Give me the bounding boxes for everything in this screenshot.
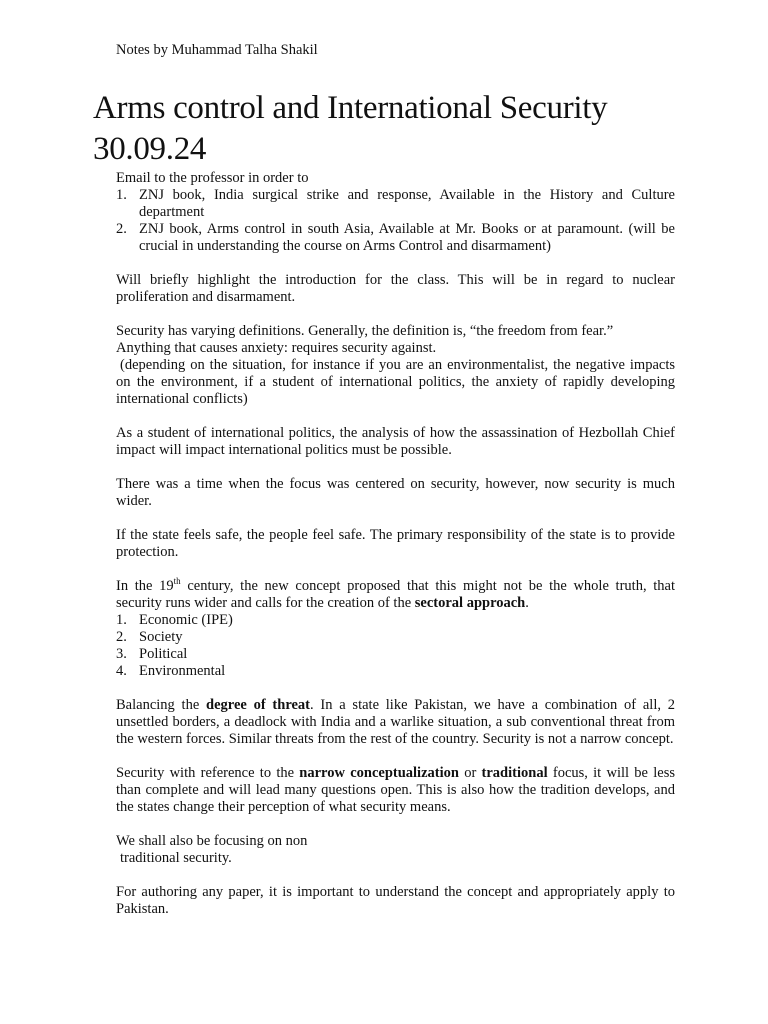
threat-text-pre: Balancing the xyxy=(116,697,207,713)
non-traditional-line1: We shall also be focusing on non xyxy=(116,833,308,849)
security-context-text: (depending on the situation, for instance if you are an environmentalist, the negative impacts on the environment, if a student of international politics, the anxiety of rapidly developing international conflicts) xyxy=(116,357,675,407)
title-line-topic: Arms control and International Security xyxy=(93,90,608,126)
threat-text-post: . In a state like Pakistan, we have a combination of all, 2 unsettled borders, a deadlock with India and a warlike situation, a sub conventional threat from the western forces. Similar threats from the rest of the country. Security is not a narrow concept. xyxy=(116,697,675,747)
page-header: Notes by Muhammad Talha Shakil xyxy=(116,42,318,58)
page-title xyxy=(93,88,713,170)
list-item xyxy=(116,612,675,629)
century-text-post: . xyxy=(525,595,529,611)
narrow-conceptualization-term: narrow conceptualization xyxy=(299,765,459,781)
non-traditional-text: traditional security. xyxy=(120,850,232,866)
paragraph-focus: There was a time when the focus was centered on security, however, now security is much wider. xyxy=(116,476,675,509)
security-anxiety: Anything that causes anxiety: requires security against. xyxy=(116,340,437,356)
non-traditional-line2 xyxy=(116,850,675,867)
paragraph-intro: Will briefly highlight the introduction for the class. This will be in regard to nuclear proliferation and disarmament. xyxy=(116,272,675,305)
narrow-text-post: focus, it will be less than complete and will lead many questions open. This is also how the tradition develops, and the states change their perception of what security means. xyxy=(116,765,675,815)
century-superscript: th xyxy=(173,576,181,586)
narrow-text-mid: or xyxy=(458,765,482,781)
list-item-text: ZNJ book, Arms control in south Asia, Available at Mr. Books or at paramount. (will be crucial in understanding the course on Arms Control and disarmament) xyxy=(139,221,675,254)
century-text-pre: In the 19 xyxy=(116,578,174,594)
degree-of-threat-term: degree of threat xyxy=(206,697,311,713)
security-context xyxy=(116,357,675,408)
paragraph-narrow xyxy=(116,765,675,816)
list-item xyxy=(116,187,675,221)
list-number: 1. xyxy=(116,187,127,203)
list-item xyxy=(116,221,675,255)
list-item-text: Environmental xyxy=(139,663,226,679)
list-item xyxy=(116,663,675,680)
list-number: 1. xyxy=(116,612,127,628)
traditional-term: traditional xyxy=(481,765,548,781)
paragraph-student: As a student of international politics, the analysis of how the assassination of Hezbollah Chief impact will impact international politics must be possible. xyxy=(116,425,675,458)
list-item xyxy=(116,646,675,663)
list-item-text: ZNJ book, India surgical strike and response, Available in the History and Culture department xyxy=(139,187,675,220)
paragraph-threat xyxy=(116,697,675,748)
email-list xyxy=(116,187,675,255)
email-intro: Email to the professor in order to xyxy=(116,170,309,186)
security-definition: Security has varying definitions. Generally, the definition is, “the freedom from fear.” xyxy=(116,323,614,339)
list-item-text: Political xyxy=(139,646,188,662)
list-number: 4. xyxy=(116,663,127,679)
paragraph-century xyxy=(116,578,675,612)
narrow-text-pre: Security with reference to the xyxy=(116,765,300,781)
list-number: 2. xyxy=(116,221,127,237)
list-item-text: Economic (IPE) xyxy=(139,612,233,628)
list-item xyxy=(116,629,675,646)
notes-body xyxy=(116,170,675,918)
sectors-list xyxy=(116,612,675,680)
title-line-date: 30.09.24 xyxy=(93,131,207,167)
sectoral-approach-term: sectoral approach xyxy=(414,595,526,611)
list-number: 3. xyxy=(116,646,127,662)
paragraph-paper: For authoring any paper, it is important to understand the concept and appropriately apply to Pakistan. xyxy=(116,884,675,917)
paragraph-state: If the state feels safe, the people feel safe. The primary responsibility of the state is to provide protection. xyxy=(116,527,675,560)
list-number: 2. xyxy=(116,629,127,645)
list-item-text: Society xyxy=(139,629,183,645)
century-text-mid: century, the new concept proposed that this might not be the whole truth, that security runs wider and calls for the creation of the xyxy=(116,578,675,611)
